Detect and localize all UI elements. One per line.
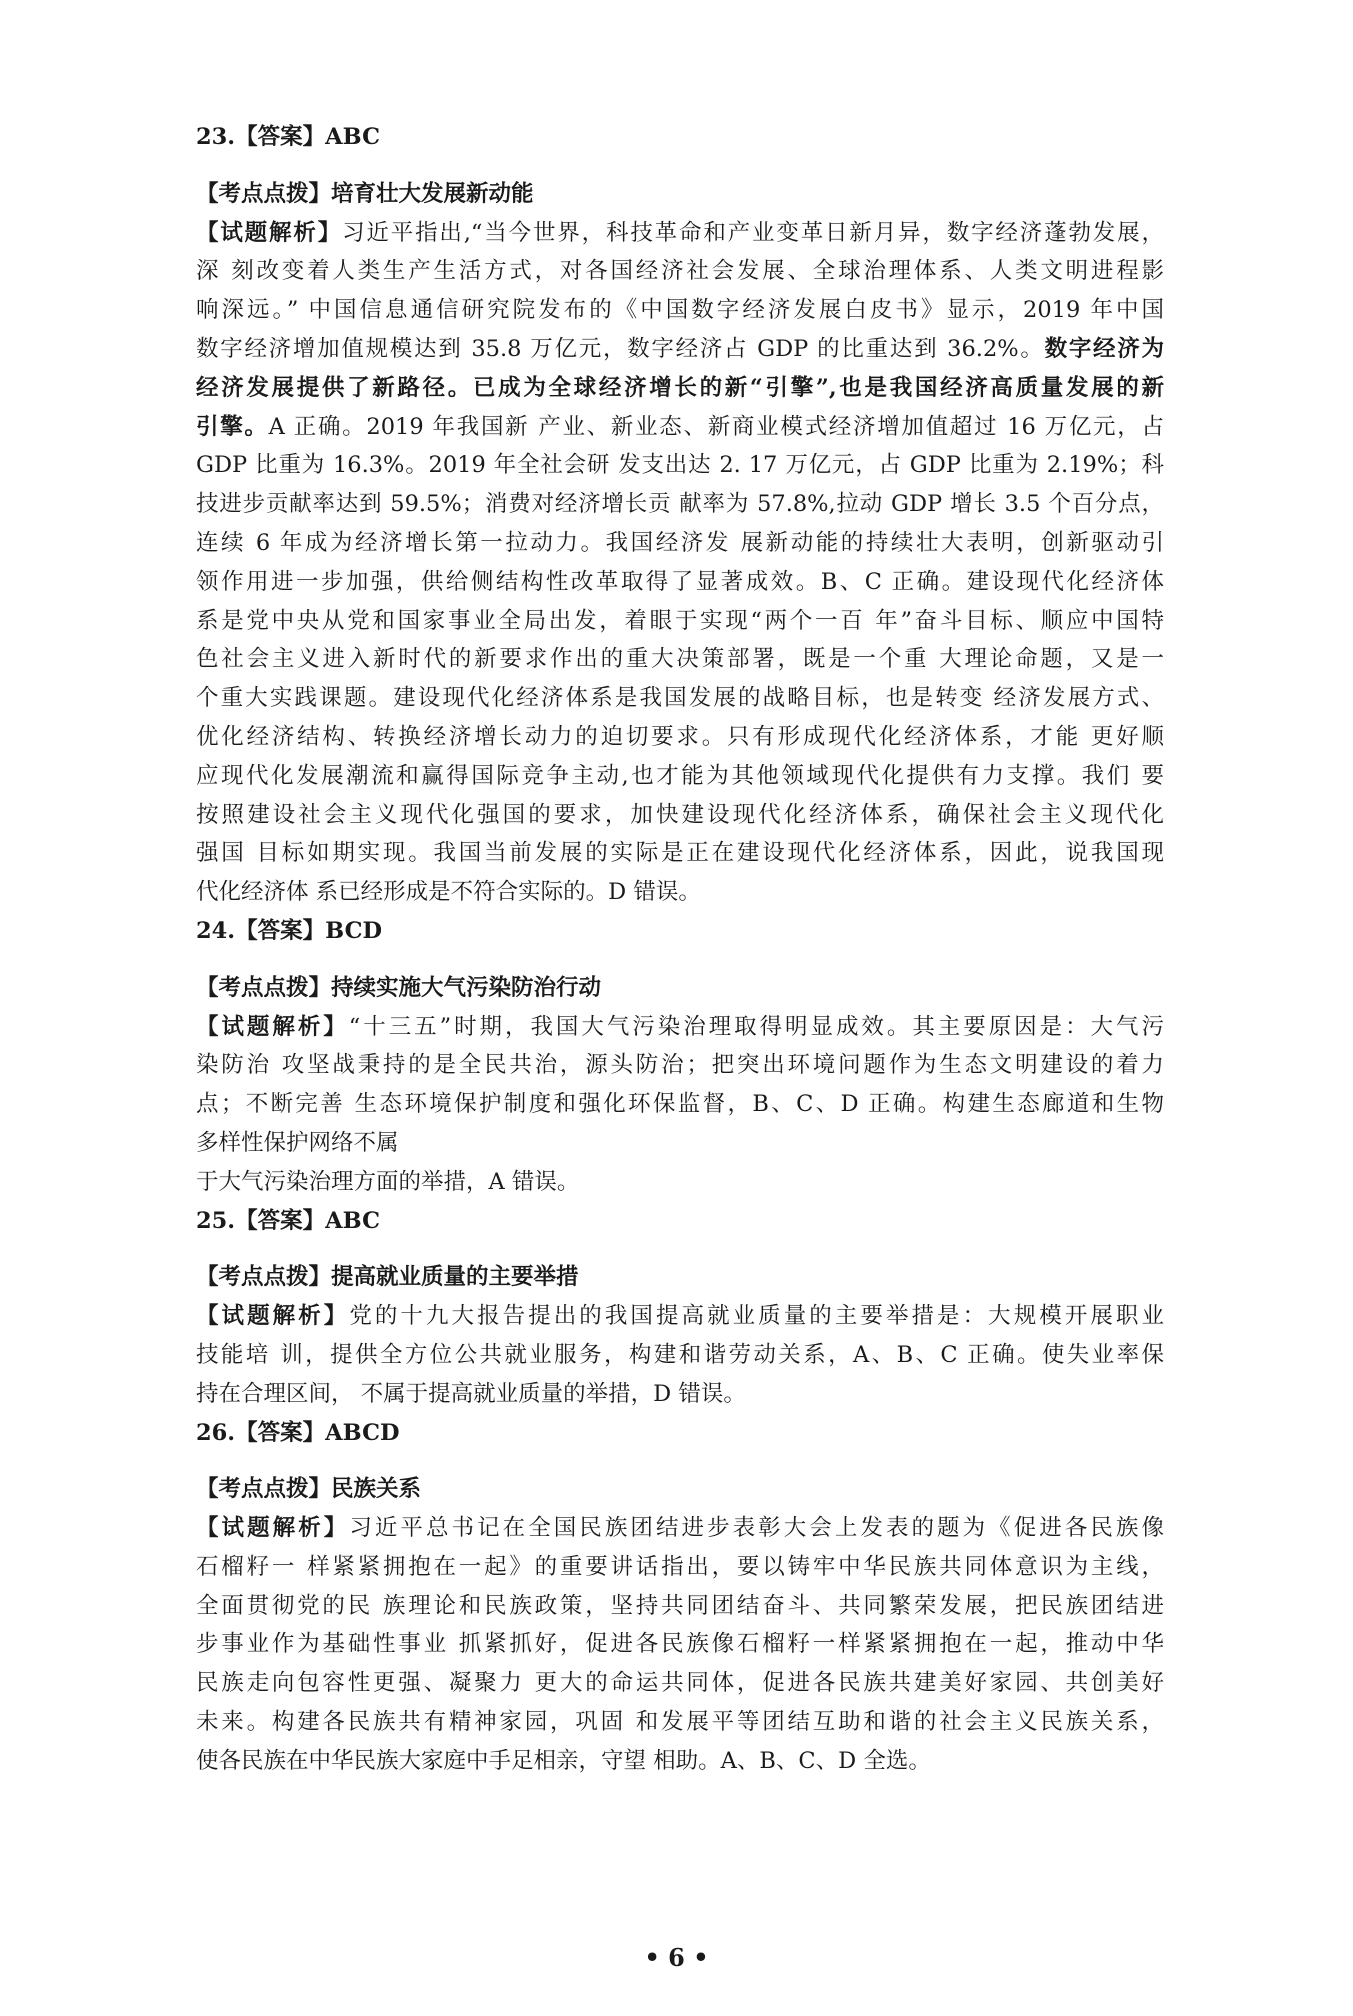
q23-answer [196, 118, 1164, 157]
q23-analysis-line: 系是党中央从党和国家事业全局出发，着眼于实现“两个一百 年”奋斗目标、顺应中国特 [196, 607, 1164, 634]
q24-topic [196, 969, 1164, 1008]
q23-answer-value: ABC [325, 124, 380, 150]
bold-text: 引擎。 [196, 413, 269, 440]
bold-text: 数字经济为 [1044, 335, 1164, 362]
q24-number: 24. [196, 917, 236, 944]
q23-number: 23. [196, 124, 236, 150]
q26-topic-tag: 【考点点拨】 [196, 1476, 332, 1503]
q26-answer-value: ABCD [325, 1419, 400, 1446]
q23-analysis-line: 连续 6 年成为经济增长第一拉动力。我国经济发 展新动能的持续壮大表明，创新驱动引 [196, 529, 1164, 556]
q26-analysis-line [196, 1509, 1164, 1548]
q23-analysis-line: 优化经济结构、转换经济增长动力的迫切要求。只有形成现代化经济体系，才能 更好顺 [196, 723, 1164, 750]
q25-analysis-tag: 【试题解析】 [196, 1303, 350, 1330]
q26-analysis-line: 全面贯彻党的民 族理论和民族政策，坚持共同团结奋斗、共同繁荣发展，把民族团结进 [196, 1592, 1164, 1619]
q26-analysis-line: 使各民族在中华民族大家庭中手足相亲，守望 相助。A、B、C、D 全选。 [196, 1747, 931, 1774]
q24-answer [196, 912, 1164, 951]
q25-analysis-line: 技能培 训，提供全方位公共就业服务，构建和谐劳动关系，A、B、C 正确。使失业率保 [196, 1341, 1164, 1368]
text-span: 习近平指出,“当今世界，科技革命和产业变革日新月异，数字经济蓬勃发展， [342, 219, 1164, 246]
q24-topic-text: 持续实施大气污染防治行动 [331, 974, 602, 1001]
answer-content [196, 118, 1164, 1781]
q24-analysis-line: 多样性保护网络不属 [196, 1129, 399, 1156]
q26-analysis-line: 民族走向包容性更强、凝聚力 更大的命运共同体，促进各民族共建美好家园、共创美好 [196, 1670, 1164, 1697]
q23-analysis-line: 强国 目标如期实现。我国当前发展的实际是正在建设现代化经济体系，因此，说我国现 [196, 840, 1164, 867]
q23-analysis-line: 个重大实践课题。建设现代化经济体系是我国发展的战略目标，也是转变 经济发展方式、 [196, 685, 1164, 712]
q25-analysis-line [196, 1297, 1164, 1336]
q24-analysis-line: 染防治 攻坚战秉持的是全民共治，源头防治；把突出环境问题作为生态文明建设的着力 [196, 1052, 1164, 1079]
q23-analysis-line: 技进步贡献率达到 59.5%；消费对经济增长贡 献率为 57.8%,拉动 GDP 增长 3.5 个百分点， [196, 491, 1164, 518]
text-span: “十三五”时期，我国大气污染治理取得明显成效。其主要原因是：大气污 [348, 1013, 1164, 1040]
page-number: • 6 • [644, 1943, 709, 1972]
text-span: 数字经济增加值规模达到 35.8 万亿元，数字经济占 GDP 的比重达到 36.2%。 [196, 335, 1045, 362]
q26-analysis-line: 步事业作为基础性事业 抓紧抓好，促进各民族像石榴籽一样紧紧拥抱在一起，推动中华 [196, 1631, 1164, 1658]
q23-analysis-line: 色社会主义进入新时代的新要求作出的重大决策部署，既是一个重 大理论命题，又是一 [196, 646, 1164, 673]
q23-topic-text: 培育壮大发展新动能 [331, 180, 534, 207]
q25-answer [196, 1202, 1164, 1241]
q23-analysis-line: 响深远。” 中国信息通信研究院发布的《中国数字经济发展白皮书》显示，2019 年中国 [196, 297, 1164, 324]
q24-analysis-line: 于大气污染治理方面的举措，A 错误。 [196, 1168, 580, 1195]
text-span: 习近平总书记在全国民族团结进步表彰大会上发表的题为《促进各民族像 [349, 1515, 1164, 1542]
text-span: A 正确。2019 年我国新 产业、新业态、新商业模式经济增加值超过 16 万亿元，占 [268, 413, 1164, 440]
q26-analysis-line: 未来。构建各民族共有精神家园，巩固 和发展平等团结互助和谐的社会主义民族关系， [196, 1709, 1164, 1736]
q26-answer [196, 1414, 1164, 1453]
q26-number: 26. [196, 1419, 236, 1446]
q26-analysis-line: 石榴籽一 样紧紧拥抱在一起》的重要讲话指出，要以铸牢中华民族共同体意识为主线， [196, 1553, 1164, 1580]
q24-answer-value: BCD [325, 917, 383, 944]
q25-number: 25. [196, 1207, 236, 1234]
q25-topic-text: 提高就业质量的主要举措 [331, 1264, 579, 1291]
q26-topic [196, 1470, 1164, 1509]
q25-answer-tag: 【答案】 [235, 1207, 326, 1234]
q26-topic-text: 民族关系 [331, 1476, 422, 1503]
q23-analysis-line: 领作用进一步加强，供给侧结构性改革取得了显著成效。B、C 正确。建设现代化经济体 [196, 568, 1164, 595]
q26-answer-tag: 【答案】 [235, 1419, 326, 1446]
q23-analysis-line [196, 330, 1164, 369]
q23-answer-tag: 【答案】 [235, 124, 326, 150]
q23-analysis-tag: 【试题解析】 [196, 219, 343, 246]
q24-analysis-line [196, 1008, 1164, 1047]
text-span: 党的十九大报告提出的我国提高就业质量的主要举措是：大规模开展职业 [349, 1303, 1164, 1330]
q23-topic-tag: 【考点点拨】 [196, 180, 332, 207]
q25-topic [196, 1258, 1164, 1297]
q23-topic [196, 175, 1164, 214]
q23-analysis-line: 按照建设社会主义现代化强国的要求，加快建设现代化经济体系，确保社会主义现代化 [196, 801, 1164, 828]
q25-topic-tag: 【考点点拨】 [196, 1264, 332, 1291]
q23-analysis-line [196, 214, 1164, 253]
q26-analysis-tag: 【试题解析】 [196, 1515, 350, 1542]
q23-analysis-line: 应现代化发展潮流和赢得国际竞争主动,也才能为其他领域现代化提供有力支撑。我们 要 [196, 762, 1164, 789]
q24-topic-tag: 【考点点拨】 [196, 974, 332, 1001]
q25-analysis-line: 持在合理区间， 不属于提高就业质量的举措，D 错误。 [196, 1380, 746, 1407]
q24-analysis-tag: 【试题解析】 [196, 1013, 349, 1040]
q24-analysis-line: 点；不断完善 生态环境保护制度和强化环保监督，B、C、D 正确。构建生态廊道和生物 [196, 1091, 1164, 1118]
q23-analysis-line [196, 408, 1164, 447]
q23-analysis-line: GDP 比重为 16.3%。2019 年全社会研 发支出达 2. 17 万亿元，占 GDP 比重为 2.19%；科 [196, 452, 1164, 479]
q23-analysis-line-bold: 经济发展提供了新路径。已成为全球经济增长的新“引擎”,也是我国经济高质量发展的新 [196, 374, 1164, 401]
q24-answer-tag: 【答案】 [235, 917, 326, 944]
q23-analysis-line: 深 刻改变着人类生产生活方式，对各国经济社会发展、全球治理体系、人类文明进程影 [196, 258, 1164, 285]
q23-analysis-line: 代化经济体 系已经形成是不符合实际的。D 错误。 [196, 879, 701, 906]
q25-answer-value: ABC [325, 1207, 380, 1234]
